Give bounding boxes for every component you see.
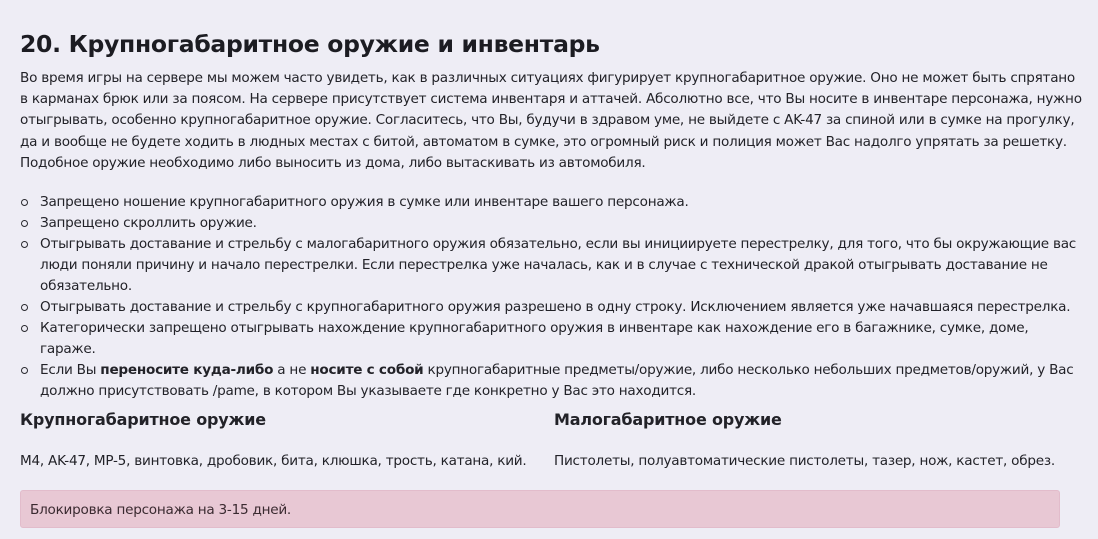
small-weapons-list: Пистолеты, полуавтоматические пистолеты, тазер, нож, кастет, обрез.	[554, 453, 1055, 469]
rule-text: Отыгрывать доставание и стрельбу с крупногабаритного оружия разрешено в одну строку. Исключением является уже начавшаяся перестрелка.	[40, 299, 1071, 315]
large-weapons-title: Крупногабаритное оружие	[20, 410, 266, 429]
rule-item	[20, 213, 1082, 234]
rule-item	[20, 192, 1082, 213]
rule-text: Запрещено скроллить оружие.	[40, 215, 257, 231]
rule-item	[20, 297, 1082, 318]
circle-bullet-icon	[21, 367, 28, 374]
large-weapons-list: M4, AK-47, MP-5, винтовка, дробовик, бита, клюшка, трость, катана, кий.	[20, 453, 527, 469]
rule-emphasis: переносите куда-либо	[100, 362, 274, 378]
rule-item-pame	[20, 360, 1082, 402]
rule-text: Отыгрывать доставание и стрельбу с малогабаритного оружия обязательно, если вы инициируете перестрелку, для того, что бы окружающие вас люди поняли причину и начало перестрелки. Если перестрелка уже началась, как и в случае с технической дракой отыгрывать доставание не обязательно.	[40, 236, 1077, 294]
rule-text-part: крупногабаритные предметы/оружие, либо несколько небольших предметов/оружий, у Вас должно присутствовать /pame, в котором Вы указываете где конкретно у Вас это находится.	[40, 362, 1074, 399]
intro-paragraph: Во время игры на сервере мы можем часто увидеть, как в различных ситуациях фигурирует крупногабаритное оружие. Оно не может быть спрятано в карманах брюк или за поясом. На сервере присутствует система инвентаря и аттачей. Абсолютно все, что Вы носите в инвентаре персонажа, нужно отыгрывать, особенно крупногабаритное оружие. Согласитесь, что Вы, будучи в здравом уме, не выйдете с AK-47 за спиной или в сумке на прогулку, да и вообще не будете ходить в людных местах с битой, автоматом в сумке, это огромный риск и полиция может Вас надолго упрятать за решетку. Подобное оружие необходимо либо выносить из дома, либо вытаскивать из автомобиля.	[20, 70, 1082, 171]
penalty-alert: Блокировка персонажа на 3-15 дней.	[20, 490, 1060, 528]
section-title: 20. Крупногабаритное оружие и инвентарь	[20, 30, 600, 58]
rule-text-part: Если Вы	[40, 362, 101, 378]
circle-bullet-icon	[21, 199, 28, 206]
rule-text: Запрещено ношение крупногабаритного оружия в сумке или инвентаре вашего персонажа.	[40, 194, 689, 210]
rule-text-part: а не	[273, 362, 311, 378]
rule-text: Категорически запрещено отыгрывать нахождение крупногабаритного оружия в инвентаре как нахождение его в багажнике, сумке, доме, гараже.	[40, 320, 1029, 357]
rule-item	[20, 318, 1082, 360]
rule-emphasis: носите с собой	[310, 362, 424, 378]
circle-bullet-icon	[21, 220, 28, 227]
circle-bullet-icon	[21, 241, 28, 248]
circle-bullet-icon	[21, 304, 28, 311]
rules-list	[20, 192, 1082, 402]
small-weapons-title: Малогабаритное оружие	[554, 410, 782, 429]
rule-item	[20, 234, 1082, 297]
circle-bullet-icon	[21, 325, 28, 332]
